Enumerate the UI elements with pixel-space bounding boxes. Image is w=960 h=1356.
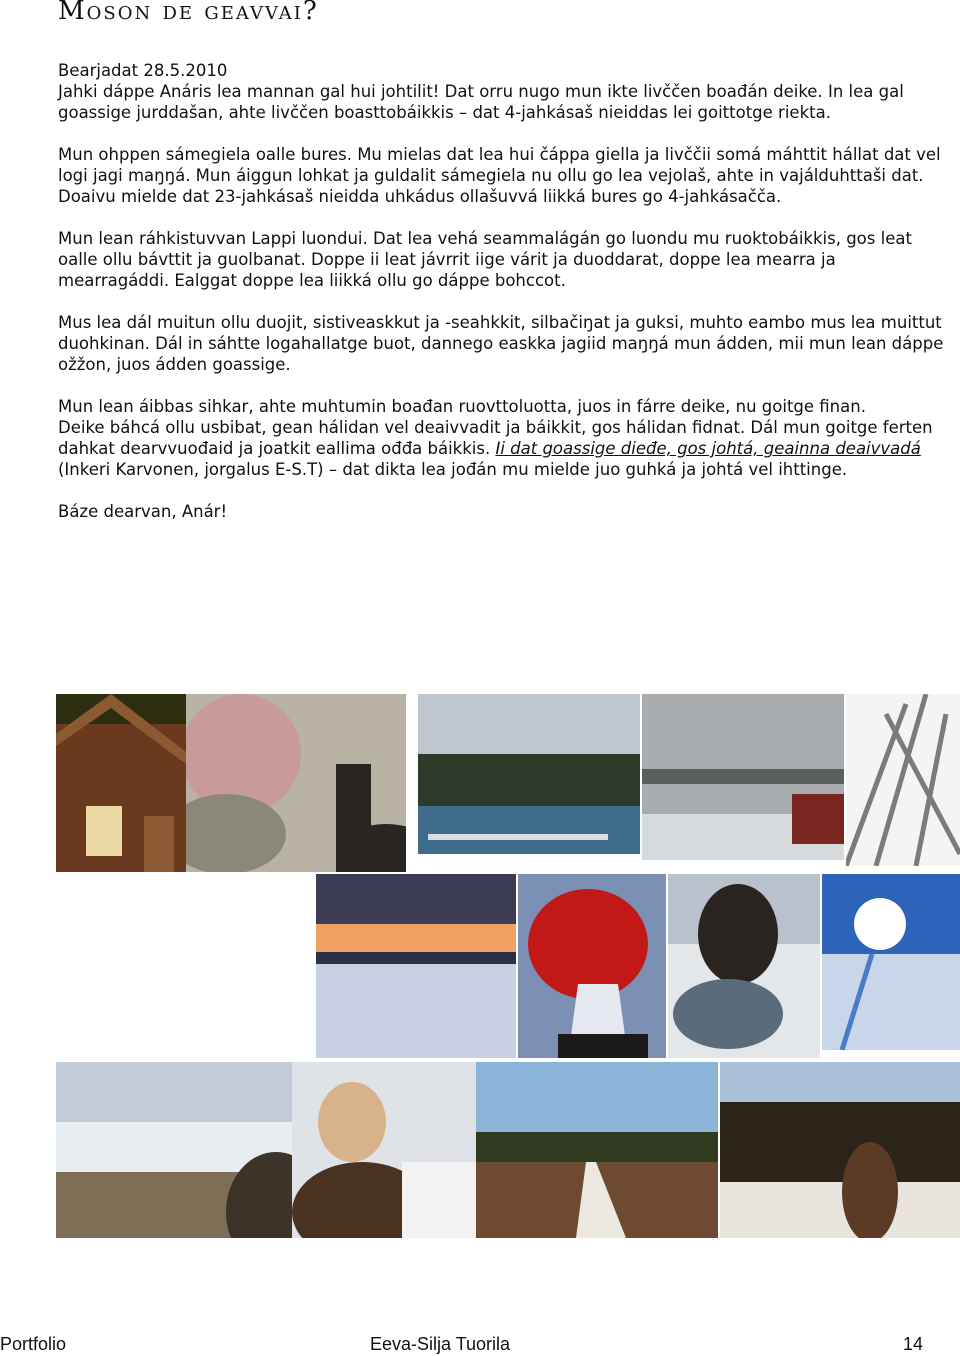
- letter-date: Bearjadat 28.5.2010: [58, 61, 228, 80]
- footer-left: Portfolio: [0, 1334, 67, 1354]
- sun: [854, 898, 906, 950]
- paragraph-6-text: Deike báhcá ollu usbibat, gean hálidan vel deaivvadit ja báikkit, gos hálidan fidnat. Dál mun goitge ferten dahkat dearvvuođaid ja joatkit eallima ođđa báikkis.: [58, 418, 933, 458]
- page-title: Moson de geavvai?: [58, 0, 319, 26]
- photo-sky: [418, 694, 640, 764]
- barn-door: [144, 816, 174, 872]
- photo-sky: [56, 1062, 292, 1122]
- forest: [418, 754, 640, 809]
- net: [673, 979, 783, 1049]
- tree-line: [316, 952, 516, 966]
- signoff: Báze dearvan, Anár!: [58, 502, 228, 521]
- photo-sunset-lake: [316, 874, 516, 1058]
- paragraph-1: Jahki dáppe Anáris lea mannan gal hui johtilit! Dat orru nugo mun ikte livččen boađán deike. In lea gal goassige jurddašan, ahte livččen boasttobáikkis – dat 4-jahkásaš nieiddas lei goittotge riekta.: [58, 82, 904, 122]
- pier: [428, 834, 608, 840]
- photo-red-barn: [56, 694, 186, 872]
- photo-sky: [642, 694, 844, 774]
- water: [418, 806, 640, 854]
- poem-quote: Ii dat goassige dieđe, gos johtá, geainna deaivvadá: [495, 439, 921, 458]
- photo-ice-fishing: [668, 874, 820, 1058]
- face: [318, 1082, 386, 1162]
- hut: [792, 794, 844, 844]
- photo-frozen-shore: [56, 1062, 292, 1238]
- pine-forest: [720, 1102, 960, 1182]
- paragraph-6: [58, 417, 948, 480]
- snow-ground: [720, 1182, 960, 1238]
- person: [842, 1142, 898, 1238]
- photo-woman-forest: [720, 1062, 960, 1238]
- sunset-glow: [316, 924, 516, 956]
- photo-woman-headband: [292, 1062, 476, 1238]
- hole: [558, 1034, 648, 1058]
- footer-author: Eeva-Silja Tuorila: [370, 1334, 511, 1354]
- paragraph-4: Mus lea dál muitun ollu duojit, sistiveaskkut ja -seahkkit, silbačiŋat ja guksi, muhto eambo mus lea muittut duohkinan. Dál in sáhtte logahallatge buot, dannego easkka jagiid maŋŋá mun ádden, mii mun lean dáppe ožžon, juos ádden goassige.: [58, 313, 944, 374]
- photo-harbour: [418, 694, 640, 854]
- photo-wetland-path: [476, 1062, 718, 1238]
- paragraph-5: Mun lean áibbas sihkar, ahte muhtumin boađan ruovttoluotta, juos in fárre deike, nu goitge finan.: [58, 397, 866, 416]
- page-footer: [0, 1334, 960, 1356]
- photo-lavvu-poles: [846, 694, 960, 866]
- paragraph-3: Mun lean ráhkistuvvan Lappi luondui. Dat lea vehá seammalágán go luondu mu ruoktobáikkis, gos leat oalle ollu bávttit ja guolbanat. Doppe ii leat jávrrit iige várit ja duoddarat, doppe lea mearra ja mearragáddi. Ealggat doppe lea liikká ollu go dáppe bohccot.: [58, 229, 912, 290]
- footer-page-number: 14: [903, 1334, 924, 1354]
- paragraph-2: Mun ohppen sámegiela oalle bures. Mu mielas dat lea hui čáppa giella ja livččii somá máhttit hállat dat vel logi jagi maŋŋá. Mun áiggun lohkat ja guldalit sámegiela nu ollu go lea vejolaš, ahte in vajálduhttaši dat. Doaivu mielde dat 23-jahkásaš nieidda uhkádus ollašuvvá liikká bures go 4-jahkásačča.: [58, 145, 941, 206]
- paragraph-6-citation: (Inkeri Karvonen, jorgalus E-S.T) – dat dikta lea jođán mu mielde juo guhká ja johtá vel ihttinge.: [58, 460, 848, 479]
- ice: [316, 964, 516, 1058]
- snowfield: [822, 954, 960, 1050]
- photo-red-bucket: [518, 874, 666, 1058]
- bucket: [528, 889, 648, 999]
- person: [698, 884, 778, 984]
- letter-body: [58, 60, 948, 543]
- snow-field: [402, 1162, 476, 1238]
- photo-gloved-hand: [186, 694, 406, 872]
- barn-window: [86, 806, 122, 856]
- photo-snow-tracks: [822, 874, 960, 1050]
- photo-lake-hut: [642, 694, 844, 860]
